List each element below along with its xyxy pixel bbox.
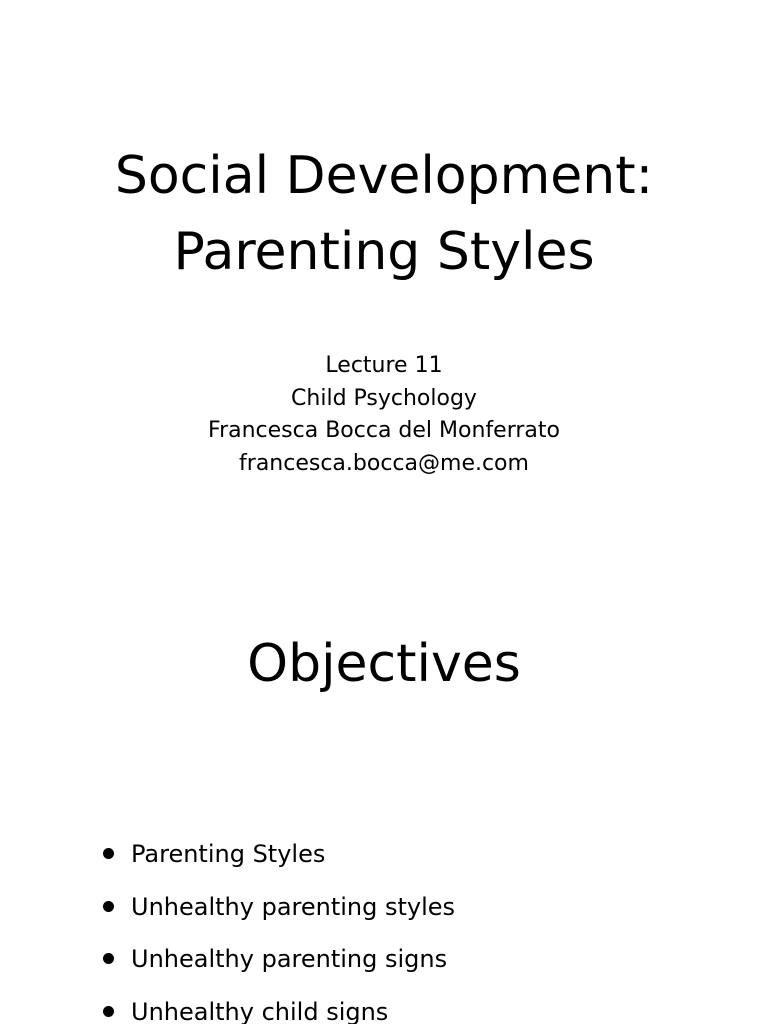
author-name: Francesca Bocca del Monferrato (208, 418, 560, 443)
list-item (98, 881, 455, 934)
bullet-icon (103, 1006, 114, 1017)
course-name: Child Psychology (291, 385, 477, 411)
list-item-label: Unhealthy child signs (131, 997, 389, 1024)
author-email: francesca.bocca@me.com (239, 450, 529, 476)
list-item (98, 986, 455, 1024)
slide-title (0, 138, 768, 290)
list-item-label: Unhealthy parenting signs (131, 945, 448, 973)
objectives-title: Objectives (247, 634, 521, 694)
list-item-label: Parenting Styles (131, 840, 326, 868)
title-line-2: Parenting Styles (173, 222, 595, 282)
list-item-label: Unhealthy parenting styles (131, 892, 456, 921)
bullet-icon (103, 848, 114, 859)
list-item (98, 828, 455, 881)
lecture-number: Lecture 11 (325, 353, 443, 378)
objectives-list (98, 828, 455, 1024)
bullet-icon (103, 901, 114, 912)
title-line-1: Social Development: (114, 146, 654, 206)
slide-subtitle (0, 350, 768, 480)
list-item (98, 933, 455, 986)
objectives-slide (0, 560, 768, 1024)
bullet-icon (103, 953, 114, 964)
